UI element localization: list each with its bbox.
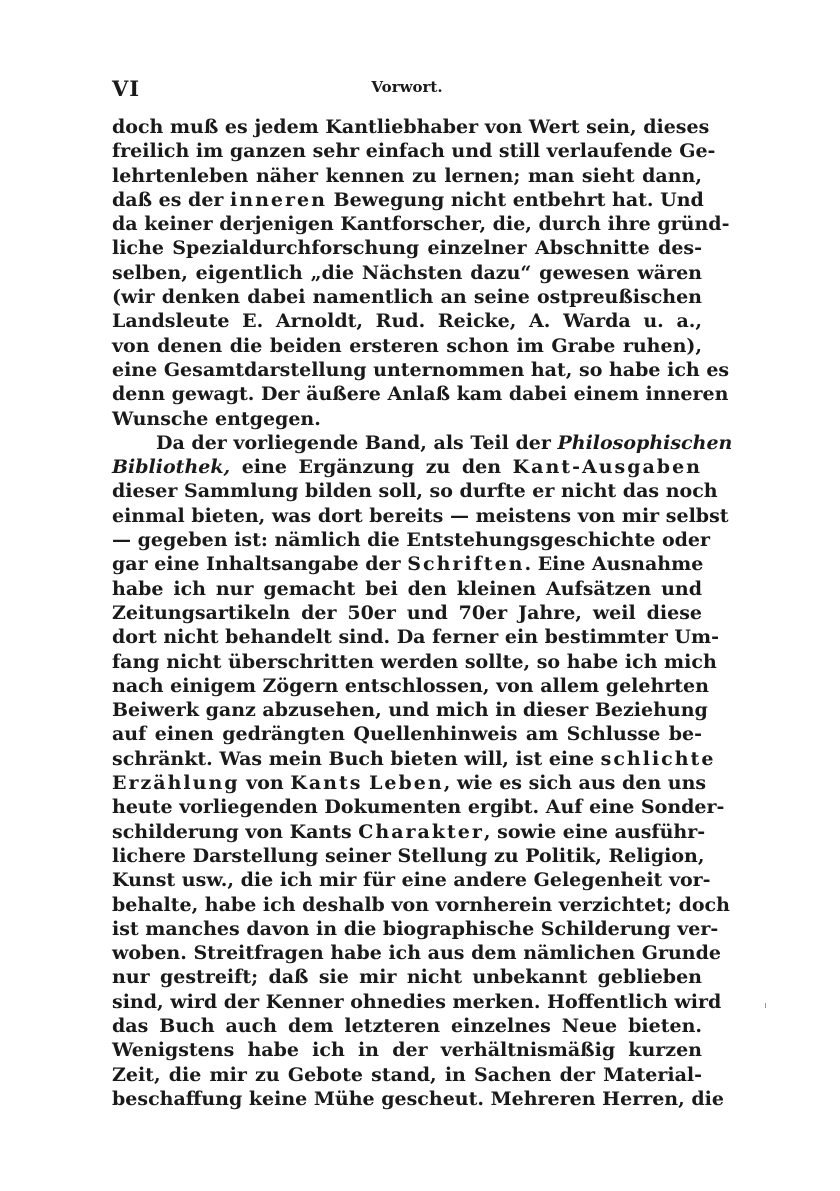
spaced-emphasis: schlichte xyxy=(600,747,716,770)
text-line: habe ich nur gemacht bei den kleinen Aufsätzen und xyxy=(112,577,702,600)
spaced-emphasis: inneren xyxy=(230,188,327,211)
body-text xyxy=(112,115,733,1111)
text-line: auf einen gedrängten Quellenhinweis am Schlusse be- xyxy=(112,723,702,746)
running-head: Vorwort. xyxy=(371,78,443,96)
spaced-emphasis: Kants xyxy=(290,772,363,795)
italic-title: Philosophischen xyxy=(557,431,733,454)
page-header xyxy=(112,72,702,102)
text-line: (wir denken dabei namentlich an seine ostpreußischen xyxy=(112,286,702,309)
text-line: Kunst usw., die ich mir für eine andere Gelegenheit vor- xyxy=(112,869,711,892)
text-line: von denen die beiden ersteren schon im Grabe ruhen), xyxy=(112,334,702,357)
spaced-emphasis: Kant-Ausgaben xyxy=(512,456,702,479)
text-line: schränkt. Was mein Buch bieten will, ist eine schlichte xyxy=(112,747,716,770)
text-line: das Buch auch dem letzteren einzelnes Neue bieten. xyxy=(112,1014,702,1037)
text-line: liche Spezialdurchforschung einzelner Abschnitte des- xyxy=(112,237,702,260)
text-line: sind, wird der Kenner ohnedies merken. Hoffentlich wird xyxy=(112,990,722,1013)
page-number: VI xyxy=(112,76,141,101)
text-line: doch muß es jedem Kantliebhaber von Wert sein, dieses xyxy=(112,116,710,138)
text-line: denn gewagt. Der äußere Anlaß kam dabei einem inneren xyxy=(112,383,729,406)
text-line: Bibliothek, eine Ergänzung zu den Kant-Ausgaben xyxy=(112,456,702,479)
text-line: ist manches davon in die biographische Schilderung ver- xyxy=(112,917,719,940)
text-line: woben. Streitfragen habe ich aus dem nämlichen Grunde xyxy=(112,942,721,965)
text-line: freilich im ganzen sehr einfach und still verlaufende Ge- xyxy=(112,140,716,163)
text-line: dieser Sammlung bilden soll, so durfte er nicht das noch xyxy=(112,480,718,503)
text-line: eine Gesamtdarstellung unternommen hat, so habe ich es xyxy=(112,358,730,381)
text-line: Zeit, die mir zu Gebote stand, in Sachen der Material- xyxy=(112,1063,702,1086)
spaced-emphasis: Leben xyxy=(369,772,444,795)
text-line: Da der vorliegende Band, als Teil der Philosophischen xyxy=(156,431,733,454)
italic-title: Bibliothek, xyxy=(112,456,231,479)
text-line: Wenigstens habe ich in der verhältnismäßig kurzen xyxy=(112,1039,702,1062)
text-line: nach einigem Zögern entschlossen, von allem gelehrten xyxy=(112,674,709,697)
text-line: Zeitungsartikeln der 50er und 70er Jahre, weil diese xyxy=(112,601,702,624)
text-line: selben, eigentlich „die Nächsten dazu“ gewesen wären xyxy=(112,261,702,284)
text-line: dort nicht behandelt sind. Da ferner ein bestimmter Um- xyxy=(112,626,719,649)
text-line: Landsleute E. Arnoldt, Rud. Reicke, A. Warda u. a., xyxy=(112,310,702,333)
text-line: lehrtenleben näher kennen zu lernen; man sieht dann, xyxy=(112,164,702,187)
text-line: fang nicht überschritten werden sollte, so habe ich mich xyxy=(112,650,717,673)
text-line: schilderung von Kants Charakter, sowie eine ausführ- xyxy=(112,820,706,843)
text-line: gar eine Inhaltsangabe der Schriften. Eine Ausnahme xyxy=(112,553,704,576)
text-line: daß es der inneren Bewegung nicht entbehrt hat. Und xyxy=(112,188,704,211)
spaced-emphasis: Charakter xyxy=(358,820,484,843)
text-line: heute vorliegenden Dokumenten ergibt. Auf eine Sonder- xyxy=(112,796,725,819)
text-line: lichere Darstellung seiner Stellung zu Politik, Religion, xyxy=(112,844,705,867)
text-line: einmal bieten, was dort bereits — meistens von mir selbst xyxy=(112,504,729,527)
text-line: Wunsche entgegen. xyxy=(112,407,321,430)
text-line: Erzählung von Kants Leben, wie es sich aus den uns xyxy=(112,772,707,795)
spaced-emphasis: Erzählung xyxy=(112,772,240,795)
text-line: beschaffung keine Mühe gescheut. Mehreren Herren, die xyxy=(112,1087,724,1110)
text-line: behalte, habe ich deshalb von vornherein verzichtet; doch xyxy=(112,893,730,916)
text-line: — gegeben ist: nämlich die Entstehungsgeschichte oder xyxy=(112,529,710,552)
text-line: Beiwerk ganz abzusehen, und mich in dieser Beziehung xyxy=(112,699,708,722)
scan-speck xyxy=(765,1003,766,1008)
text-line: da keiner derjenigen Kantforscher, die, durch ihre gründ- xyxy=(112,213,730,236)
spaced-emphasis: Schriften xyxy=(407,553,525,576)
text-line: nur gestreift; daß sie mir nicht unbekannt geblieben xyxy=(112,966,702,989)
